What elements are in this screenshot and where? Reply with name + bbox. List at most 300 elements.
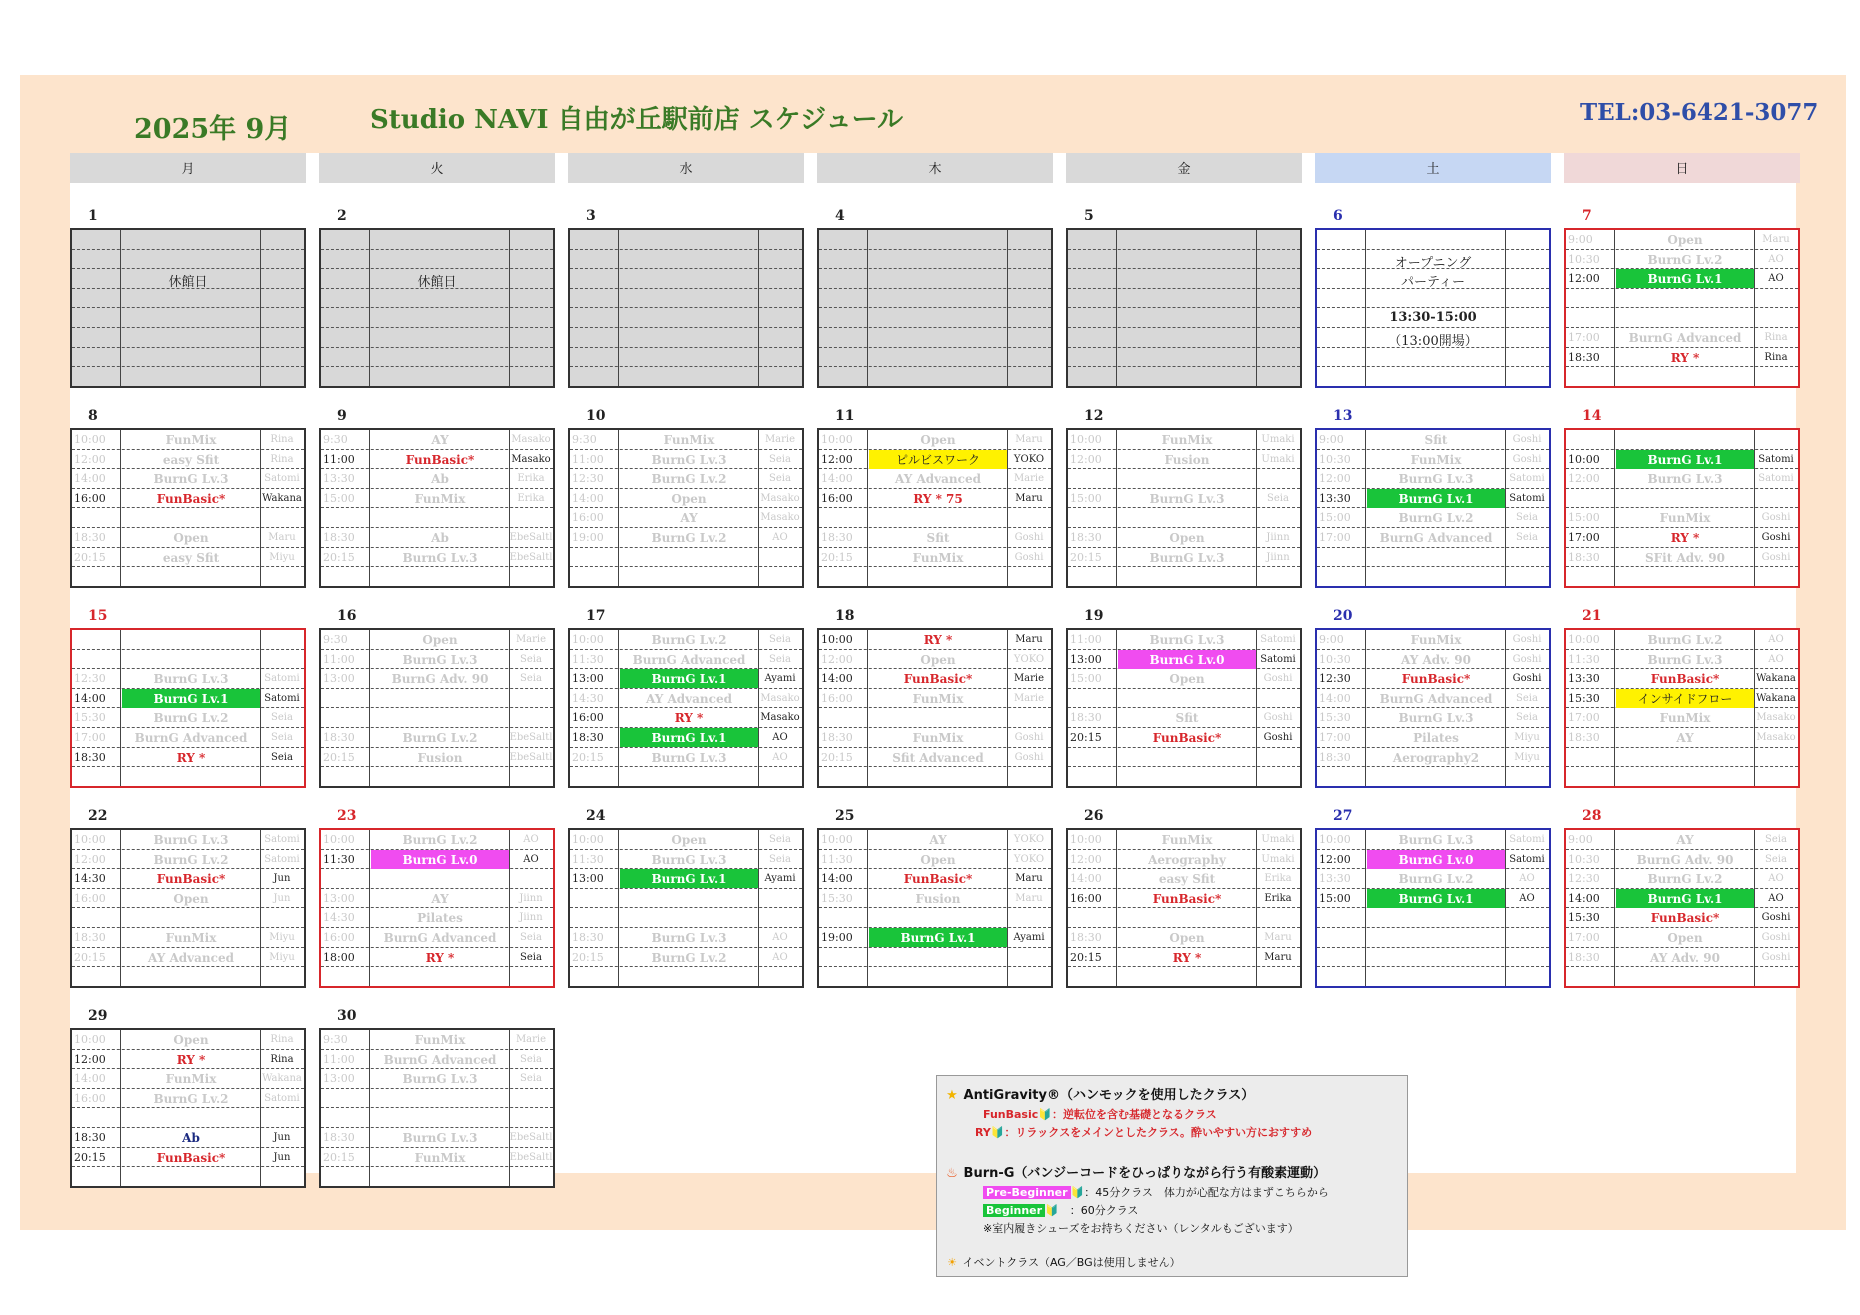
schedule-slot [1317,528,1549,548]
instructor: Marie [1013,692,1045,704]
schedule-slot [72,328,304,348]
legend-event [945,1254,1181,1270]
class-name: BurnG Lv.1 [869,928,1007,947]
class-time: 10:30 [1319,452,1351,466]
class-time: 14:00 [74,472,106,486]
class-time: 20:15 [323,1150,355,1164]
class-name [1118,908,1256,927]
legend-antigravity [945,1084,1254,1103]
class-name: Open [173,531,209,545]
instructor: EbeSaltl [509,551,553,563]
class-name: FunBasic* [156,491,226,506]
instructor: Umaki [1261,453,1295,465]
class-time: 15:00 [1070,672,1102,686]
schedule-slot [1068,689,1300,709]
class-time: 15:30 [1568,911,1600,925]
class-name: FunMix [663,433,715,447]
class-time [572,908,618,927]
schedule-slot [1068,230,1300,250]
class-name: BurnG Lv.0 [371,850,509,869]
schedule-slot [819,728,1051,748]
schedule-slot [72,1069,304,1089]
instructor: Satomi [1758,473,1794,485]
day-cell[interactable] [319,828,555,988]
column-divider [260,1030,261,1186]
schedule-slot [1317,289,1549,309]
instructor: Goshi [1263,712,1293,724]
instructor: AO [1519,873,1535,885]
schedule-slot [570,889,802,909]
instructor: Goshi [1761,932,1791,943]
instructor: Wakana [262,1073,302,1085]
schedule-slot [1068,469,1300,489]
class-name: Fusion [1164,452,1210,467]
column-divider [1116,630,1117,786]
class-time: 20:15 [1070,950,1102,964]
class-name: BurnG Lv.3 [402,1072,478,1087]
instructor: Marie [515,634,547,645]
class-time: 16:00 [821,691,853,705]
schedule-slot [321,230,553,250]
instructor: Goshi [1761,551,1791,563]
class-time: 12:00 [821,652,853,666]
class-time: 20:15 [1070,731,1102,744]
schedule-slot [72,948,304,968]
class-time: 17:00 [1568,331,1600,344]
schedule-slot [570,348,802,368]
schedule-slot [1566,528,1798,548]
column-divider [867,430,868,586]
class-name: Ab [182,1131,200,1145]
class-time: 14:00 [821,472,853,486]
day-cell[interactable] [70,1028,306,1188]
schedule-slot [321,289,553,309]
instructor: Rina [1764,332,1788,343]
schedule-slot [1068,908,1300,928]
class-time: 12:30 [1568,872,1600,886]
instructor: Masako [511,453,551,465]
day-cell[interactable] [817,828,1053,988]
class-name: easy Sfit [1158,872,1216,887]
schedule-slot [1068,250,1300,270]
column-divider [369,830,370,986]
instructor: Maru [1264,951,1292,963]
day-cell[interactable] [1315,628,1551,788]
schedule-slot [321,1050,553,1070]
day-number: 26 [1084,808,1104,824]
schedule-slot [819,289,1051,309]
class-time: 10:00 [74,833,106,846]
class-name: インサイドフロー [1616,689,1754,708]
day-cell[interactable] [1564,828,1800,988]
day-cell[interactable] [1066,828,1302,988]
pre-beginner-tag: Pre-Beginner [983,1186,1071,1199]
schedule-slot [72,1167,304,1187]
class-time: 10:00 [821,833,853,846]
schedule-slot [72,548,304,568]
day-cell[interactable] [1315,828,1551,988]
class-name: Pilates [1413,731,1459,745]
instructor: Seia [520,932,542,943]
instructor [758,889,802,908]
class-time: 13:00 [323,672,355,686]
column-divider [1007,830,1008,986]
day-cell[interactable] [319,1028,555,1188]
schedule-slot [819,850,1051,870]
day-cell[interactable] [817,228,1053,388]
instructor: Goshi [1761,912,1791,924]
column-divider [867,230,868,386]
class-time [1070,508,1116,527]
schedule-slot [819,928,1051,948]
class-name: Ab [431,472,449,487]
class-name [1367,928,1505,947]
class-time [1070,748,1116,767]
instructor: Marie [764,434,796,445]
instructor: Masako [511,434,551,445]
schedule-slot [1566,308,1798,328]
schedule-slot [1566,689,1798,709]
day-cell[interactable] [319,428,555,588]
instructor: Masako [760,512,800,524]
schedule-slot [72,469,304,489]
class-name: FunBasic* [156,872,226,887]
instructor: Miyu [269,951,295,963]
schedule-slot [72,1128,304,1148]
schedule-slot [321,508,553,528]
class-time: 12:00 [1070,852,1102,866]
day-cell[interactable] [70,628,306,788]
schedule-slot [1317,548,1549,568]
instructor: EbeSaltl [509,532,553,543]
class-time: 14:00 [821,872,853,886]
class-time: 10:00 [74,1033,106,1046]
instructor [260,630,304,649]
column-divider [1116,230,1117,386]
class-name: BurnG Lv.2 [1647,252,1723,267]
class-name: BurnG Lv.2 [651,531,727,545]
class-name: FunMix [165,433,217,447]
instructor: Seia [769,453,791,465]
schedule-slot [1317,948,1549,968]
class-time: 10:00 [1568,452,1600,466]
class-name: FunMix [912,691,964,706]
day-number: 14 [1582,408,1602,424]
class-time: 18:30 [323,531,355,544]
day-number: 22 [88,808,108,824]
schedule-slot [1068,367,1300,387]
class-time: 12:00 [1319,852,1351,866]
column-divider [1614,230,1615,386]
day-cell[interactable] [70,428,306,588]
instructor: Marie [1013,673,1045,685]
class-time [572,548,618,567]
instructor: Jiinn [1266,532,1290,543]
schedule-slot [1566,508,1798,528]
schedule-slot [819,548,1051,568]
instructor: Jiinn [519,892,543,904]
schedule-slot [819,308,1051,328]
class-name: BurnG Lv.2 [1398,872,1474,887]
schedule-slot [72,250,304,270]
schedule-slot [1317,367,1549,387]
day-number: 27 [1333,808,1353,824]
column-divider [1754,430,1755,586]
schedule-slot [1317,728,1549,748]
instructor [1754,748,1798,767]
column-divider [260,630,261,786]
schedule-slot [321,689,553,709]
day-cell[interactable] [319,228,555,388]
instructor: AO [772,532,788,543]
legend-ry: RY🔰：リラックスをメインとしたクラス。酔いやすい方におすすめ [975,1126,1313,1139]
schedule-slot [72,889,304,909]
instructor [1007,708,1051,727]
instructor: Umaki [1261,834,1295,845]
class-name [1367,548,1505,567]
instructor: Satomi [1260,653,1296,665]
schedule-slot [570,328,802,348]
schedule-slot [1566,450,1798,470]
schedule-slot [72,1050,304,1070]
class-time: 16:00 [74,491,106,505]
class-name: FunMix [912,550,964,565]
instructor: Erika [517,473,545,485]
instructor: Erika [1264,873,1292,885]
schedule-slot [819,450,1051,470]
schedule-slot [1317,489,1549,509]
instructor: Rina [1764,351,1788,363]
schedule-slot [321,348,553,368]
day-cell[interactable] [1066,228,1302,388]
instructor: Masako [760,692,800,704]
class-name: BurnG Advanced [134,731,248,745]
instructor: Satomi [264,853,300,865]
class-name: AY Advanced [148,950,234,965]
instructor: Wakana [262,492,302,504]
class-name: BurnG Lv.2 [651,950,727,965]
class-name: RY * [425,950,455,965]
instructor [1505,548,1549,567]
class-time: 12:30 [74,672,106,686]
class-time: 9:00 [1319,433,1344,446]
class-time: 16:00 [74,1091,106,1105]
weekday-header: 月 [70,153,306,183]
schedule-slot [570,908,802,928]
instructor: Maru [1015,434,1043,445]
day-number: 5 [1084,208,1094,224]
class-name: ピルビスワーク [869,450,1007,469]
instructor: Seia [1765,834,1787,845]
fire-icon: ♨ [946,1166,958,1181]
legend-event-text: イベントクラス（AG／BGは使用しません） [962,1256,1181,1269]
schedule-slot [321,728,553,748]
day-cell[interactable] [817,628,1053,788]
class-name: BurnG Lv.2 [1647,872,1723,887]
class-time [1070,689,1116,708]
schedule-slot [72,508,304,528]
schedule-slot [72,630,304,650]
class-time: 10:30 [1319,652,1351,666]
class-name [1367,908,1505,927]
schedule-slot [1068,830,1300,850]
day-cell[interactable] [568,628,804,788]
column-divider [369,430,370,586]
instructor: Seia [271,712,293,724]
class-name [1616,430,1754,449]
schedule-slot [321,430,553,450]
instructor: Goshi [1761,512,1791,524]
instructor: Seia [271,751,293,763]
schedule-slot [321,1128,553,1148]
column-divider [369,1030,370,1186]
day-cell[interactable] [70,228,306,388]
class-time: 10:00 [323,833,355,846]
day-number: 21 [1582,608,1602,624]
class-time: 15:30 [1568,691,1600,705]
schedule-slot [570,967,802,987]
instructor: Goshi [1014,551,1044,563]
day-cell[interactable] [1315,228,1551,388]
schedule-slot [570,367,802,387]
instructor: Maru [1015,892,1043,904]
day-cell[interactable] [817,428,1053,588]
schedule-slot [1566,489,1798,509]
class-time [323,1089,369,1108]
schedule-slot [1317,908,1549,928]
class-time: 20:15 [572,750,604,764]
schedule-slot [1566,728,1798,748]
schedule-slot [321,328,553,348]
class-time: 11:30 [572,852,604,866]
class-time [821,948,867,967]
day-cell[interactable] [568,428,804,588]
instructor: YOKO [1013,834,1045,845]
schedule-slot [321,630,553,650]
class-time: 15:00 [1319,511,1351,525]
schedule-slot [72,528,304,548]
instructor: Jun [273,873,291,885]
class-name [371,508,509,527]
schedule-slot [1068,650,1300,670]
class-name: Open [1667,931,1703,945]
class-time: 9:00 [1568,233,1593,246]
day-number: 6 [1333,208,1343,224]
instructor: Goshi [1512,434,1542,445]
schedule-slot [1068,669,1300,689]
weekday-header: 木 [817,153,1053,183]
day-cell[interactable] [568,228,804,388]
instructor: AO [772,951,788,963]
day-cell[interactable] [70,828,306,988]
class-time: 18:30 [572,931,604,944]
day-cell[interactable] [568,828,804,988]
class-name: FunMix [414,491,466,506]
day-cell[interactable] [1066,428,1302,588]
class-time: 20:15 [74,950,106,964]
instructor: Miyu [269,551,295,563]
schedule-slot [1317,889,1549,909]
instructor: Goshi [1263,673,1293,685]
schedule-slot [72,748,304,768]
class-time: 14:00 [572,491,604,505]
class-name [371,1108,509,1127]
day-cell[interactable] [1315,428,1551,588]
schedule-slot [570,650,802,670]
schedule-slot [570,430,802,450]
class-name: Open [920,652,956,667]
instructor [509,1089,553,1108]
class-name: Open [173,1033,209,1047]
instructor: Goshi [1014,732,1044,743]
month-label: 2025年 9月 [134,114,292,145]
class-name: Pilates [417,911,463,926]
schedule-slot [1068,850,1300,870]
class-time [323,708,369,727]
class-name: RY * [1172,950,1202,965]
day-cell[interactable] [1564,628,1800,788]
day-number: 12 [1084,408,1104,424]
instructor: YOKO [1013,853,1045,865]
class-name: FunBasic* [903,672,973,687]
class-name [1118,469,1256,488]
schedule-slot [1068,348,1300,368]
schedule-slot [819,889,1051,909]
legend-burng-title: Burn-G（バンジーコードをひっぱりながら行う有酸素運動） [963,1166,1327,1181]
class-name: RY * [1670,531,1700,545]
schedule-slot [570,567,802,587]
instructor: Rina [270,1034,294,1045]
schedule-slot [570,250,802,270]
instructor: Ayami [764,873,796,885]
column-divider [260,430,261,586]
day-cell[interactable] [1066,628,1302,788]
class-time: 13:00 [1070,652,1102,666]
instructor: Seia [1765,853,1787,865]
class-name: Sfit [1175,711,1199,726]
class-time: 11:00 [323,1052,355,1066]
schedule-slot [1068,450,1300,470]
class-time: 11:30 [821,852,853,866]
instructor: AO [523,853,539,865]
day-number: 7 [1582,208,1592,224]
instructor: Marie [515,1034,547,1045]
schedule-slot [321,650,553,670]
day-cell[interactable] [1564,228,1800,388]
schedule-slot [321,967,553,987]
schedule-slot [819,708,1051,728]
class-time [74,508,120,527]
class-name: FunBasic* [1650,672,1720,687]
schedule-slot [1566,567,1798,587]
schedule-slot [1566,708,1798,728]
class-name: FunMix [1161,433,1213,447]
day-note: 休館日 [168,275,208,291]
column-divider [1614,430,1615,586]
class-name: FunMix [165,1072,217,1087]
day-cell[interactable] [1564,428,1800,588]
day-cell[interactable] [319,628,555,788]
schedule-slot [72,908,304,928]
day-number: 3 [586,208,596,224]
schedule-slot [1566,748,1798,768]
schedule-slot [321,567,553,587]
class-time [821,708,867,727]
class-time [1568,289,1614,308]
class-time: 10:00 [572,833,604,846]
class-name: BurnG Lv.1 [122,689,260,708]
class-time [1319,928,1365,947]
